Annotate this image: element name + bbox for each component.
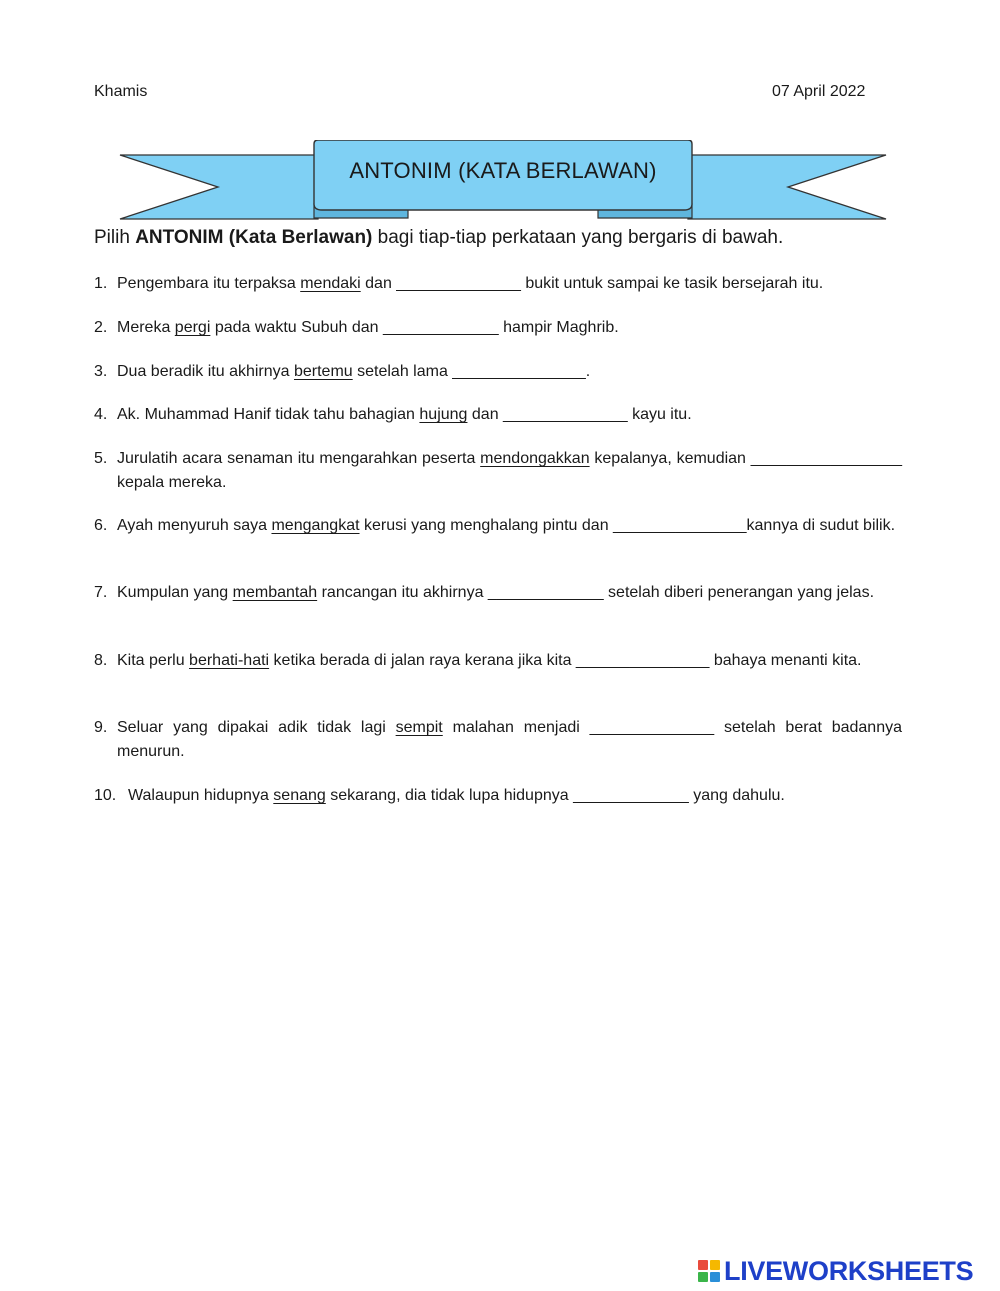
question-text: Kita perlu berhati-hati ketika berada di jalan raya kerana jika kita _______________ bahaya menanti kita.: [117, 652, 862, 669]
question-text: Pengembara itu terpaksa mendaki dan ______________ bukit untuk sampai ke tasik bersejarah itu.: [117, 275, 824, 292]
question-number: 4.: [94, 406, 108, 423]
underlined-word: senang: [273, 787, 326, 804]
question-text: Mereka pergi pada waktu Subuh dan _____________ hampir Maghrib.: [117, 319, 619, 336]
question-text: Ayah menyuruh saya mengangkat kerusi yang menghalang pintu dan _______________kannya di sudut bilik.: [117, 517, 896, 534]
question-number: 2.: [94, 319, 108, 336]
ribbon-left-tail: [120, 155, 318, 219]
instructions-post: bagi tiap-tiap perkataan yang bergaris di bawah.: [372, 227, 784, 248]
question-number: 5.: [94, 450, 108, 467]
question-number: 9.: [94, 719, 108, 736]
underlined-word: mengangkat: [271, 517, 360, 534]
logo-square-red: [698, 1260, 708, 1270]
question-4: [94, 403, 902, 427]
underlined-word: membantah: [232, 584, 318, 601]
underlined-word: mendaki: [300, 275, 361, 292]
question-3: [94, 360, 902, 384]
question-5: [94, 447, 902, 495]
question-text: Seluar yang dipakai adik tidak lagi sempit malahan menjadi ______________ setelah berat badannya menurun.: [117, 719, 903, 760]
question-number: 7.: [94, 584, 108, 601]
question-10: [94, 784, 902, 808]
instructions-bold: ANTONIM (Kata Berlawan): [135, 227, 373, 248]
logo-text: LIVEWORKSHEETS: [724, 1255, 974, 1286]
logo-mark-icon: [698, 1260, 720, 1282]
question-number: 8.: [94, 652, 108, 669]
underlined-word: mendongakkan: [480, 450, 590, 467]
date-label: 07 April 2022: [772, 83, 866, 100]
question-number: 3.: [94, 363, 108, 380]
underlined-word: hujung: [419, 406, 468, 423]
worksheet-title: ANTONIM (KATA BERLAWAN): [349, 158, 657, 183]
logo-square-yellow: [710, 1260, 720, 1270]
liveworksheets-logo: [698, 1254, 973, 1288]
question-number: 1.: [94, 275, 108, 292]
question-number: 10.: [94, 787, 117, 804]
question-number: 6.: [94, 517, 108, 534]
question-8: [94, 649, 902, 673]
question-7: [94, 581, 902, 605]
instructions: [94, 227, 914, 249]
question-text: Dua beradik itu akhirnya bertemu setelah lama _______________.: [117, 363, 591, 380]
logo-square-blue: [710, 1272, 720, 1282]
underlined-word: bertemu: [293, 363, 353, 380]
question-9: [94, 716, 902, 764]
logo-square-green: [698, 1272, 708, 1282]
question-text: Ak. Muhammad Hanif tidak tahu bahagian hujung dan ______________ kayu itu.: [117, 406, 692, 423]
underlined-word: sempit: [395, 719, 443, 736]
question-6: [94, 514, 902, 538]
underlined-word: pergi: [174, 319, 211, 336]
question-text: Jurulatih acara senaman itu mengarahkan peserta mendongakkan kepalanya, kemudian _________________ kepala mereka.: [117, 450, 902, 491]
question-text: Kumpulan yang membantah rancangan itu akhirnya _____________ setelah diberi penerangan yang jelas.: [117, 584, 875, 601]
instructions-pre: Pilih: [94, 227, 136, 248]
day-label: Khamis: [94, 83, 148, 100]
question-text: Walaupun hidupnya senang sekarang, dia tidak lupa hidupnya _____________ yang dahulu.: [128, 787, 785, 804]
ribbon-right-tail: [688, 155, 886, 219]
question-2: [94, 316, 902, 340]
underlined-word: berhati-hati: [189, 652, 270, 669]
question-1: [94, 272, 902, 296]
